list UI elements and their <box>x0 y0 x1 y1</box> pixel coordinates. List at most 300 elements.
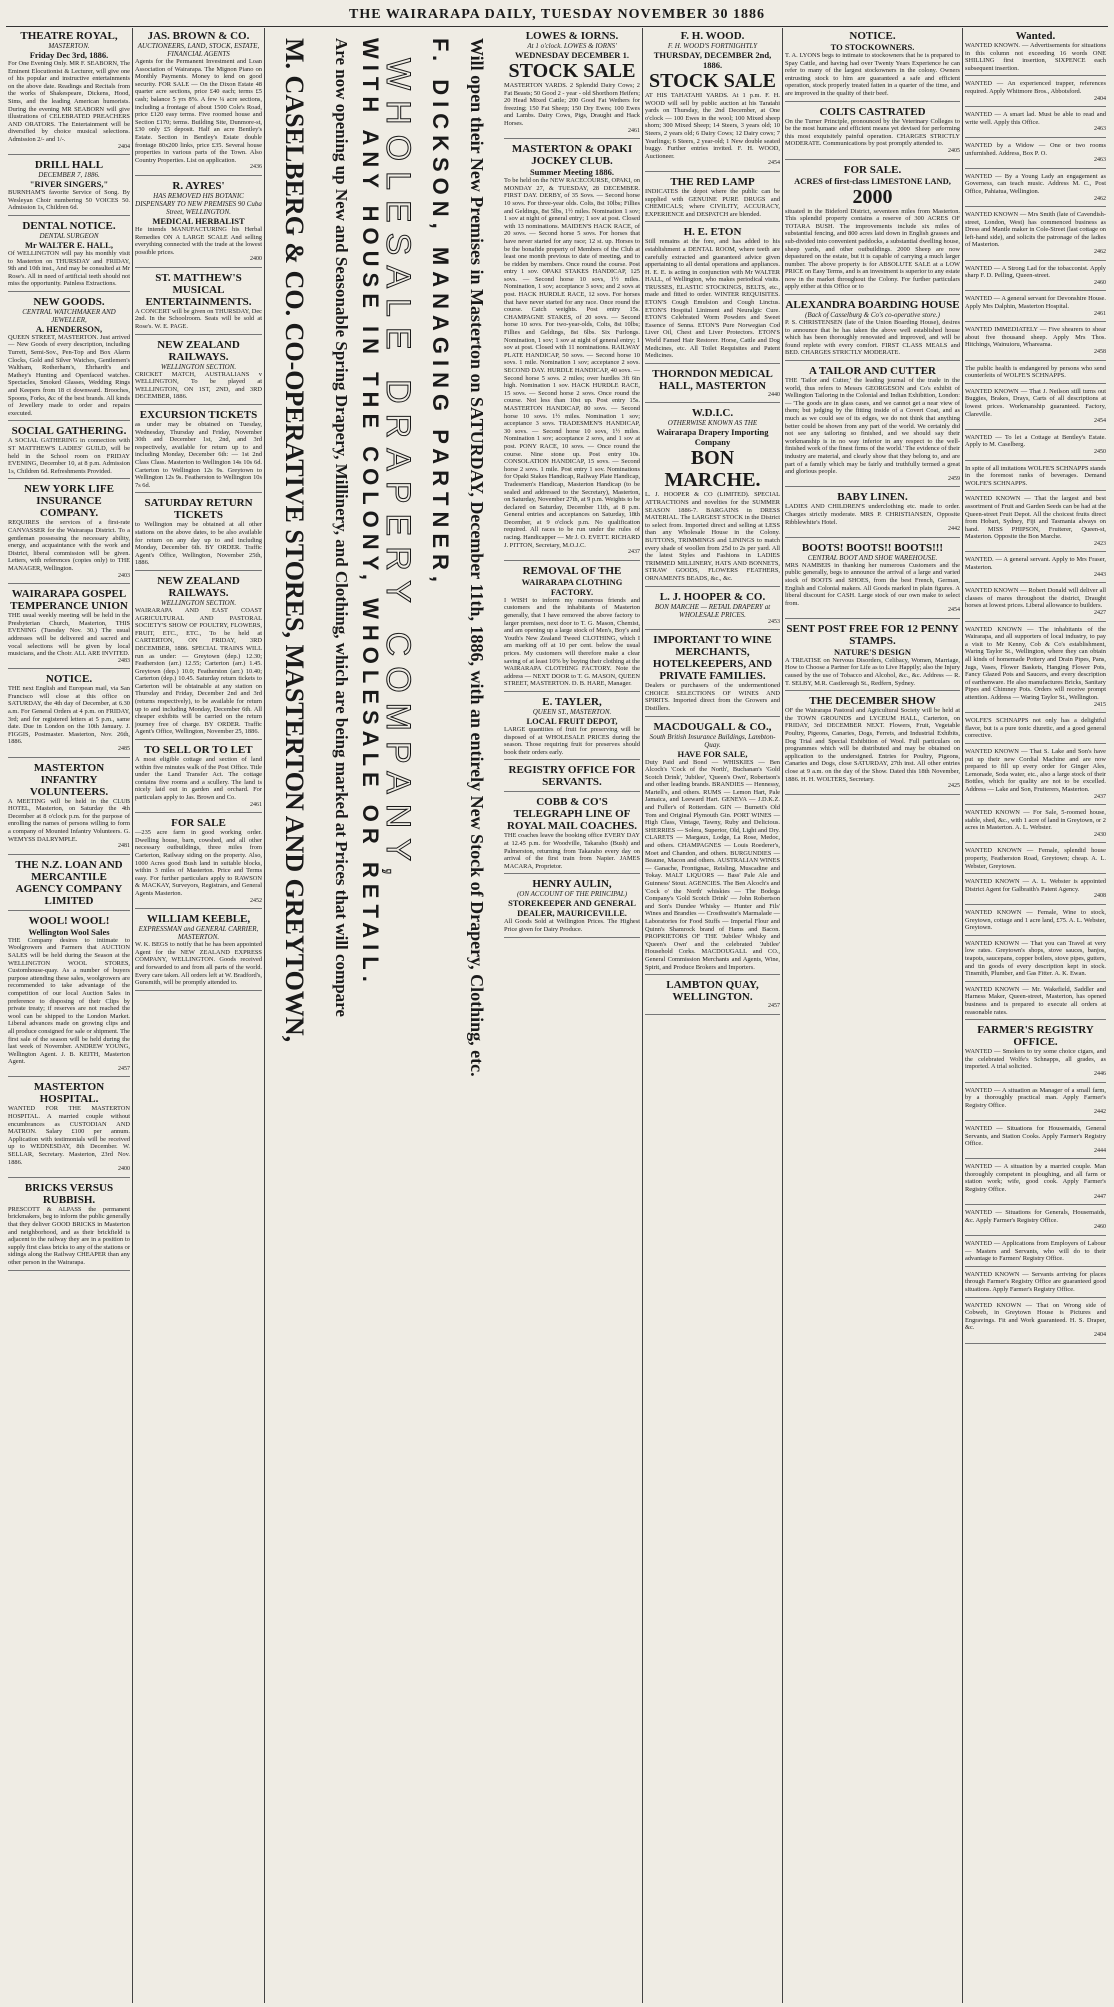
ad-body: WANTED KNOWN — Female, splendid house property, Featherston Road, Greytown; cheap. A. L. Webster, Greytown. <box>965 847 1106 870</box>
ad-h3: WELLINGTON SECTION. <box>160 362 237 371</box>
advertisement <box>8 157 130 216</box>
ad-sig: 2457 <box>768 1003 780 1010</box>
advertisement <box>785 28 960 102</box>
advertisement <box>965 28 1106 76</box>
ad-h1: EXCURSION TICKETS <box>139 409 258 422</box>
ad-body: CRICKET MATCH, AUSTRALIANS v WELLINGTON, To be played at WELLINGTON, ON 1ST, 2ND, and 3RD DECEMBER, 1886. <box>135 370 262 401</box>
ad-h1: NEW GOODS. <box>33 295 105 308</box>
ad-body: A SOCIAL GATHERING in connection with ST MATTHEW'S LADIES' GUILD, will be held in the School room on FRIDAY EVENING, December 10, at 8 p.m. Admission 1s, Children 6d. Refreshments Provided. <box>8 437 130 475</box>
advertisement <box>785 162 960 296</box>
ad-h2: LOCAL FRUIT DEPOT, <box>526 715 618 726</box>
advertisement <box>8 218 130 292</box>
rotated-advertisement <box>264 28 503 2003</box>
ad-body: WANTED KNOWN — That you can Travel at very low rates. Greytown's shops, stove sauces, banjos, teapots, saucepans, copper boilers, stove pipes, gutters, and tin goods of every description kept in stock. Tinsmith, Plumber, and Gas Fitter. A. K. Ewan. <box>965 939 1106 978</box>
masthead-title: THE WAIRARAPA DAILY, TUESDAY NOVEMBER 30 1886 <box>349 7 765 22</box>
ad-h1: BABY LINEN. <box>837 491 908 504</box>
ad-h2: Summer Meeting 1886. <box>529 167 615 178</box>
ad-h1: JAS. BROWN & CO. <box>147 30 250 42</box>
ad-h1: MASTERTON INFANTRY VOLUNTEERS. <box>29 761 109 798</box>
ad-h3: At 1 o'clock. LOWES & IORNS' <box>527 42 617 50</box>
advertisement <box>965 938 1106 982</box>
ad-sig: 2460 <box>1094 279 1106 286</box>
ad-sig: 2462 <box>1094 195 1106 202</box>
advertisement <box>8 760 130 855</box>
ad-body: WANTED — A smart lad. Must be able to read and write well. Apply this Office. <box>965 111 1106 126</box>
ad-h3: QUEEN ST., MASTERTON. <box>532 707 612 716</box>
ad-body: For One Evening Only. MR F. SEABORN, The Eminent Elocutionist & Lecturer, will give one of his popular and instructive entertainments on the above date. Readings and Recitals from the works of Shakespeare, Dickens, Hood, Sims, and the leading American humorists. During the evening MR SEABORN will give illustrations of CELEBRATED PREACHERS AND ORATORS. The Entertainment will be diversified by choice musical selections. Admission 2/- and 1/-. <box>8 60 130 143</box>
ad-h3: AUCTIONEERS, LAND, STOCK, ESTATE, FINANCIAL AGENTS <box>137 42 260 58</box>
ad-body: PRESCOTT & ALPASS the permanent brickmakers, beg to inform the public generally that they deliver GOOD BRICKS in Masterton and neighborhood, and as their brickfield is adjacent to the railway they are in a position to supply first class bricks to any of the stations or sidings along the Railway CHEAPER than any other person in the Wairarapa. <box>8 1205 130 1266</box>
column-5 <box>642 28 782 2003</box>
ad-body: WANTED IMMEDIATELY — Five shearers to shear about five thousand sheep. Apply Mrs Thos. Hitchings, Wainuioru, Whareama. <box>965 326 1106 349</box>
ad-body: OF the Wairarapa Pastoral and Agricultural Society will be held at the TOWN GROUNDS and LYCEUM HALL, Carterton, on FRIDAY, 3rd DECEMBER NEXT. Flowers, Fruit, Vegetable Poultry, Pigeons, Canaries, Dogs, Ferrets, and Industrial Exhibits, Dog Trial and Special Exhibition of Wool. Full particulars on programmes which will be distributed and may be obtained on application to the undersigned. Entries for Poultry, Pigeons, Canaries and Dogs, close SATURDAY, 27th inst. All other entries close at 9 a.m. on the day of the Show. Dated this 18th November, 1886. H. H. WOLTERS, Secretary. <box>785 707 960 783</box>
ad-body: LADIES AND CHILDREN'S underclothing etc. made to order. Charges strictly moderate. MRS P. CHRISTIANSEN, Opposite Ribblewhite's Hotel. <box>785 503 960 526</box>
ad-body: To be held on the NEW RACECOURSE, OPAKI, on MONDAY 27, & TUESDAY, 28 DECEMBER. FIRST DAY. DERBY, of 35 Sovs. — Second horse 10 sovs. For three-year olds. Colts, 8st 10lbs; Fillies and Geldings, 8st 5lbs, 1½ miles. Nomination 1 sov; 1 sov at night of general entry; 1 sov at post. Closed with 13 nominations. MAIDEN'S HACK RACE, of 20 sovs. — Second horse 5 sovs. For horses that have never started for any race; 12 st. up. Horses to be the bonafide property of Members of the Club at least one month previous to date of meeting, and to be ridden by members. Once round the course. Post entry 1 sov. OPAKI STAKES HANDICAP, 125 sovs. — Second horse 10 sovs, 1½ miles. Nomination, 1 sov; acceptance 3 sovs; and 2 sovs at post. HACK HURDLE RACE, 12 sovs. For horses that have never started for any race. Once round the course. Catch weights. Post entry 15s. CHAMPAGNE STAKES, of 20 sovs. — Second horse 10 sovs. For two-year-olds, Colts, 8st 10lbs; Fillies and Geldings, 8st 6lbs. Six Furlongs. Nomination, 1 sov; 1 sov at night of general entry; 1 sov at post. Closed with 11 nominations. RAILWAY PLATE HANDICAP, 50 sovs. — Second horse 10 sovs. 1 mile. Nomination 1 sov; acceptance 2 sovs. SECOND DAY. HURDLE HANDICAP, 40 sovs. — Second horse 5 sovs. 2 miles; over hurdles 3ft 6in high. Nomination 1 sov. HACK HURDLE RACE, 15 sovs. — Second horse 2 sovs. Once round the course. Not less than 10st up. Post entry 15s. MASTERTON HANDICAP, 80 sovs. — Second horse 10 sovs. 1½ miles. Nomination 1 sov; acceptance 3 sovs. TRADESMEN'S HANDICAP, 30 sovs. — Second horse 10 sovs, 1½ miles. Nomination 1 sov; acceptance 2 sovs, and 1 sov at post. PONY RACE, 10 sovs. — Once round the course. Nine stone up. Post entry 10s. CONSOLATION HANDICAP, 15 sovs. — Second horse 2 sovs. 1 mile. Post entry 1 sov. Nominations for Opaki Stakes Handicap, Railway Plate Handicap, Tradesmen's Handicap, Masterton Handicap (to be sealed and addressed to the Secretary), Masterton, on Saturday, November 27th, at 9 p.m. Weights to be declared on Saturday, December 11th, at 8 p.m. General entries and acceptances on Saturday, 18th December, at 9 o'clock p.m. No qualification required. All races to be run under the rules of racing. Handicapper — Mr J. O. EVETT. RICHARD J. PITTON, Secretary, M.O.J.C. <box>504 177 641 549</box>
ad-sig: 2459 <box>948 475 960 482</box>
rotated-line-6: Will open their New Premises in Masterton on SATURDAY, December 11th, 1886, with an entirely New Stock of Drapery, Clothing, etc. <box>467 38 487 1077</box>
column-7 <box>962 28 1108 2003</box>
ad-body: THE coaches leave the booking office EVERY DAY at 12.45 p.m. for Woodville, Takaraho (Bush) and Palmerston, returning from Takaraho every day on arrival of the first train from Napier. JAMES MACARA, Proprietor. <box>504 832 640 870</box>
advertisement <box>965 1300 1106 1344</box>
ad-body: A CONCERT will be given on THURSDAY, Dec 2nd. In the Schoolroom. Seats will be sold at Rose's. W. E. PAGE. <box>135 307 262 331</box>
advertisement <box>645 632 780 716</box>
ad-h1: BOOTS! BOOTS!! BOOTS!!! <box>801 541 944 554</box>
ad-h1: FARMER'S REGISTRY OFFICE. <box>977 1024 1094 1049</box>
ad-body: WANTED KNOWN — Mrs Smith (late of Cavendish-street, London, West) has commenced business as Dress and Mantle maker in Cole-Street (last cottage on left-hand side), and solicits the patronage of the ladies of Masterton. <box>965 211 1106 249</box>
column-6 <box>782 28 962 2003</box>
ad-big: STOCK SALE <box>649 70 776 92</box>
advertisement <box>504 876 640 937</box>
ad-body: A most eligible cottage and section of land within five minutes walk of the Post Office. Title under the Land Transfer Act. The cottage contains five rooms and a scullery. The land is nicely laid out in garden and orchard. For particulars apply to Jas. Brown and Co. <box>135 756 262 801</box>
advertisement <box>8 1180 130 1271</box>
ad-h2: WAIRARAPA CLOTHING FACTORY. <box>521 576 623 597</box>
ad-body: W. K. BEGS to notify that he has been appointed Agent for the NEW ZEALAND EXPRESS COMPANY, WELLINGTON. Goods received and forwarded to and from all parts of the world. Every care taken. All orders left at W. Bradford's, Gunsmith, will be promptly attended to. <box>135 941 262 987</box>
ad-sig: 2452 <box>250 897 262 904</box>
advertisement <box>965 907 1106 936</box>
ad-body: A TREATISE on Nervous Disorders, Celibacy, Women, Marriage, How to Choose a Partner for Life as to Live Happily; also the Injury caused by the use of Tobacco and Alcohol, &c., &c. Address — R. T. SELBY, M.R. Castlereagh St., Redfern, Sydney. <box>785 656 960 687</box>
advertisement <box>135 815 262 909</box>
advertisement <box>645 366 780 404</box>
ad-body: WANTED by a Widow — One or two rooms unfurnished. Address, Box P. O. <box>965 141 1106 157</box>
ad-h1: SENT POST FREE FOR 12 PENNY STAMPS. <box>786 622 959 647</box>
ad-h1: TO SELL OR TO LET <box>144 744 253 757</box>
column-2 <box>132 28 264 2003</box>
ad-sig: 2485 <box>118 746 130 753</box>
ad-sig: 2462 <box>1094 249 1106 256</box>
ad-h1: REMOVAL OF THE <box>522 564 622 577</box>
ad-body: WANTED. — A general servant. Apply to Mrs Fraser, Masterton. <box>965 556 1106 572</box>
ad-sig: 2461 <box>628 127 640 134</box>
ad-body: WANTED KNOWN — Female, Wine to stock, Greytown, cottage and 1 acre land, £75. A. L. Webster, Greytown. <box>965 909 1106 932</box>
advertisement <box>8 294 130 422</box>
advertisement <box>965 984 1106 1020</box>
ad-h3: OTHERWISE KNOWN AS THE <box>667 419 758 428</box>
ad-h3: (ON ACCOUNT OF THE PRINCIPAL) <box>516 890 628 899</box>
ad-body: LARGE quantities of fruit for preserving will be disposed of at WHOLESALE PRICES during the season. Those requiring fruit for preserves should book their orders early. <box>504 725 640 756</box>
ad-h1: NEW ZEALAND RAILWAYS. <box>157 338 240 363</box>
ad-sig: 2446 <box>1094 1070 1106 1077</box>
ad-body: WANTED KNOWN — That the largest and best assortment of Fruit and Garden Seeds can be had at the Queen-street Fruit Depot. All the choicest fruits direct from Hobart, Sydney, Fiji and Tasmania always on hand. MISS PHIPSON, Fruiterer, Queen-st, Masterton. Opposite the Bon Marche. <box>965 495 1106 541</box>
ad-h1: NEW ZEALAND RAILWAYS. <box>157 574 240 599</box>
ad-body: WANTED KNOWN — Robert Donald will deliver all classes of mares throughout the district, Draught horses at lowest prices. Liberal allowance to builders. <box>965 587 1106 610</box>
ad-body: Of WELLINGTON will pay his monthly visit to Masterton on THURSDAY and FRIDAY, 9th and 10th inst., And may be consulted at Mr Rose's. All in need of artificial teeth should not miss the opportunity. Painless Extractions. <box>8 249 130 288</box>
advertisement <box>504 563 640 692</box>
advertisement <box>8 913 130 1078</box>
ad-h1: MASTERTON & OPAKI JOCKEY CLUB. <box>511 143 633 168</box>
advertisement <box>965 78 1106 107</box>
ad-body: Duty Paid and Bond — WHISKIES — Ben Alcoch's 'Cock of the North', Buchanan's 'Gold Scotch Drink', 'Jubilee', 'Queen's Own', Robertson's and other leading brands. BRANDIES — Hennessy, Martell's, and others. RUMS — Lemon Hart, Pale Jamaica, and Leeward Hart. GENEVA — J.D.K.Z. and Fuller's of Rotterdam. GIN — Burnett's Old Tom and Original Plymouth Gin. PORT WINES — High Class, Vintage, Tawny, Ruby and Delicious. SHERRIES — Solera, Superior, Old, Light and Dry. CLARETS — Margaux, Lodge, La Rose, Medoc, and others. CHAMPAGNES — Louis Roederer's, Moet and Chandon, and others. BURGUNDIES — Beaune, Macon and others. AUSTRALIAN WINES — Ganache, Frontignac, Reisling, Muscadine and Tokay. MALT LIQUORS — Bass' Pale Ale and Guinness' Stout. AGENCIES. The Ben Alcoch's and 'Cock o' the North' whiskies — The Bodega Company's 'Gold Scotch Drink' — John Robertson and Son's Dundee Whisky — Hunter and Fils' Wines and Brandies — Crosthwaite's Marmalade — Laboratories for Food Stuffs — Imperial Flour and Quinn's Shamrock brand of Hams and Bacon. PROPRIETORS OF THE 'Jubilee' Whisky and 'Queen's Own' and the celebrated 'Jubilee' Household Corks. MACDOUGALL and CO., General Commission Merchants and Agents, Wine, Spirit, and Produce Brokers and Importers. <box>645 758 780 971</box>
advertisement <box>785 693 960 795</box>
ad-sig: 2458 <box>1094 349 1106 355</box>
advertisement <box>965 493 1106 552</box>
ad-sig: 2423 <box>1094 540 1106 547</box>
ad-h2: TO STOCKOWNERS. <box>830 42 915 52</box>
ad-body: MRS NAMBEIS in thanking her numerous Customers and the public generally, begs to announce the arrival of a large and varied stock of BOOTS and SHOES, from the best French, German, English and Colonial makers. All Goods marked in plain figures. A liberal discount for CASH. Large stock of our own make to select from. <box>785 561 960 607</box>
ad-body: situated in the Bideford District, seventeen miles from Masterton. This splendid property contains a reserve of 300 ACRES OF TOTARA BUSH. The improvements include six miles of substantial fencing, and 800 acres laid down in English grasses and sub-divided into convenient paddocks, a substantial dwelling house, sheep yards, and other outbuildings. 2000 Sheep are now depastured on the estate, but it is capable of carrying a much larger number. The above property is for ABSOLUTE SALE at a LOW PRICE on Easy Terms, and is an investment is superior to any estate now in the market throughout the Colony. For further particulars apply either at this Office or to <box>785 207 960 291</box>
ad-body: as under may be obtained on Tuesday, Wednesday, Thursday and Friday, November 30th and December 1st, 2nd, and 3rd respectively, available for return up to and including Monday, December 6th: — 1st 2nd Class Class. Masterton to Wellington 14s 10s 6d. Carterton to Wellington 12s 9s. Greytown to Wellington 12s 9s. Featherston to Wellington 10s 7s 6d. <box>135 421 262 489</box>
ad-body: All Goods Sold at Wellington Prices. The Highest Price given for Dairy Produce. <box>504 918 640 933</box>
advertisement <box>965 1123 1106 1159</box>
advertisement <box>504 141 640 561</box>
ad-sig: 2437 <box>628 549 640 556</box>
advertisement <box>135 270 262 335</box>
ad-h1: DRILL HALL <box>34 159 104 172</box>
ad-body: WANTED — A situation by a married couple. Man thoroughly competent in ploughing, and all farm or station work; wife, good cook. Apply Farmer's Registry Office. <box>965 1163 1106 1194</box>
rotated-line-2: Are now opening up New and Seasonable Spring Drapery, Millinery, and Clothing, which are being marked at Prices that will compare <box>332 38 351 1017</box>
ad-body: WANTED KNOWN — For Sale, 5-roomed house, stable, shed, &c., with 1 acre of land in Greytown, or 2 acres in Masterton. A. L. Webster. <box>965 809 1106 832</box>
ad-body: In spite of all imitations WOLFE'S SCHNAPPS stands in the foremost ranks of beverages. Demand WOLFE'S SCHNAPPS. <box>965 464 1106 487</box>
ad-sig: 2404 <box>1094 95 1106 102</box>
advertisement <box>965 554 1106 583</box>
ad-sig: 2461 <box>1094 310 1106 317</box>
columns <box>6 28 1108 2003</box>
ad-h2: STOREKEEPER AND GENERAL DEALER, MAURICEVILLE. <box>508 898 636 919</box>
advertisement <box>8 586 130 669</box>
advertisement <box>135 337 262 405</box>
ad-body: —235 acre farm in good working order. Dwelling house, barn, cowshed, and all other necessary outbuildings, three miles from Carterton, Railway siding on the property. Also, 1000 Acres good Bush land in suitable blocks, within 3 miles of Masterton. Price and Terms easy. For further particulars apply to RAWSON & MACKAY, Surveyors, Registrars, and General Agents Masterton. <box>135 829 262 897</box>
advertisement <box>965 1161 1106 1205</box>
ad-body: He intends MANUFACTURING his Herbal Remedies ON A LARGE SCALE And selling everything connected with the trade at the lowest possible prices. <box>135 225 262 256</box>
ad-body: WANTED — Situations for Generals, Housemaids, &c. Apply Farmer's Registry Office. <box>965 1209 1106 1224</box>
ad-h1: REGISTRY OFFICE FOR SERVANTS. <box>508 764 636 789</box>
ad-h2: ACRES of first-class LIMESTONE LAND, <box>794 175 951 186</box>
advertisement <box>965 585 1106 621</box>
ad-h3: MASTERTON. <box>48 42 90 50</box>
ad-sig: 2436 <box>250 164 262 171</box>
ad-h1: F. H. WOOD. <box>680 30 745 42</box>
ad-body: WANTED KNOWN. — Advertisements for situations in this column not exceeding 16 words ONE SHILLING first insertion, SIXPENCE each subsequent insertion. <box>965 42 1106 72</box>
ad-body: WANTED FOR THE MASTERTON HOSPITAL. A married couple without encumbrances as CUSTODIAN AND MATRON. Salary £100 per annum. Application with testimonials will be received up to WEDNESDAY, 8th December. W. SELLAR, Secretary. Masterton, 23rd Nov. 1886. <box>8 1105 130 1166</box>
advertisement <box>965 746 1106 805</box>
advertisement <box>965 876 1106 905</box>
ad-h2: A. HENDERSON, <box>35 323 103 334</box>
advertisement <box>645 405 780 586</box>
advertisement <box>504 694 640 760</box>
ad-h1: NEW YORK LIFE INSURANCE COMPANY. <box>24 483 114 520</box>
advertisement <box>965 1207 1106 1236</box>
ad-body: AT HIS TAHATAHI YARDS. At 1 p.m. F. H. WOOD will sell by public auction at his Taratahi yards on Thursday, the 2nd December, at One o'clock — 100 Ewes in the wool; 100 Mixed sheep shorn; 300 Mixed Sheep; 14 Steers, 3 years old; 10 Steers, 2 years old; 6 Dairy Cows; 12 Dairy cows; 7 Yearlings; 6 Steers, 2 year-old; 1 New double seated buggy. Further entries invited. F. H. WOOD, Auctioneer. <box>645 92 780 160</box>
advertisement <box>965 845 1106 874</box>
ad-sig: 2427 <box>1094 610 1106 617</box>
ad-h1: W.D.I.C. <box>691 407 734 420</box>
ad-h3: F. H. WOOD'S FORTNIGHTLY <box>667 42 758 50</box>
advertisement <box>645 28 780 172</box>
ad-sig: 2483 <box>118 657 130 664</box>
advertisement <box>965 463 1106 492</box>
ad-h1: ST. MATTHEW'S MUSICAL ENTERTAINMENTS. <box>145 271 252 308</box>
advertisement <box>785 621 960 691</box>
ad-sig: 2454 <box>768 160 780 167</box>
ad-sig: 2481 <box>118 843 130 850</box>
ad-sig: 2443 <box>1094 571 1106 578</box>
ad-h2: HAVE FOR SALE, <box>677 748 748 759</box>
ad-h1: SATURDAY RETURN TICKETS <box>144 497 253 522</box>
ad-body: QUEEN STREET, MASTERTON. Just arrived — New Goods of every description, including Turrett, Semi-Sov., Pen-Top and Box Alarm Clocks, Gold and Silver Watches, Gentlemen's Waltham, Rotherham's, Ehrhardt's and Mathey's Hunting and Openfaced watches. Spectacles, Smoked Glasses, Wedding Rings and Keepers from 18 ct downward. Brooches, Spoons, Forks, &c of the best brands. All kinds of Jewellery made to order and repairs executed. <box>8 333 130 417</box>
advertisement <box>645 224 780 364</box>
ad-h3: (Back of Casselburg & Co's co-operative store.) <box>805 311 940 320</box>
advertisement <box>645 589 780 631</box>
ad-sig: 2444 <box>1094 1147 1106 1154</box>
advertisement <box>965 209 1106 261</box>
advertisement <box>965 363 1106 384</box>
ad-big: BON MARCHE. <box>664 447 761 492</box>
rotated-line-5: F. DICKSON, MANAGING PARTNER, <box>428 38 453 589</box>
ad-h2: Wellington Wool Sales <box>28 926 110 937</box>
ad-h2: Mr WALTER E. HALL, <box>25 239 113 250</box>
ad-h2: Friday Dec 3rd, 1886. <box>29 50 109 60</box>
ad-h3: DECEMBER 7, 1886. <box>38 171 100 180</box>
ad-body: WANTED — A general servant for Devonshire House. Apply Mrs Dalphin, Masterton Hospital. <box>965 295 1106 311</box>
advertisement <box>8 423 130 479</box>
ad-body: to Wellington may be obtained at all other stations on the above dates, to be also available for return on any day up to and including Monday, December 6th. BY ORDER. Traffic Agent's Office, Wellington, November 25th, 1886. <box>135 521 262 567</box>
ad-body: The public health is endangered by persons who send counterfeits of WOLFE'S SCHNAPPS. <box>965 364 1106 380</box>
advertisement <box>135 495 262 571</box>
ad-h3: South British Insurance Buildings, Lambton-Quay. <box>649 732 776 749</box>
ad-body: WANTED KNOWN — Servants arriving for places through Farmer's Registry Office are guaranteed good situations. Apply Farmer's Registry Office. <box>965 1270 1106 1293</box>
ad-h1: DENTAL NOTICE. <box>22 219 116 232</box>
ad-body: WANTED — A Strong Lad for the tobacconist. Apply sharp F. D. Pelling, Queen-street. <box>965 264 1106 280</box>
ad-h1: FOR SALE. <box>843 163 902 176</box>
ad-h1: THE RED LAMP <box>670 175 755 188</box>
ad-h1: IMPORTANT TO WINE MERCHANTS, HOTELKEEPERS, AND PRIVATE FAMILIES. <box>652 634 773 683</box>
ad-body: A MEETING will be held in the CLUB HOTEL, Masterton, on Saturday the 4th December at 8 o'clock p.m. for the purpose of enrolling the names of persons willing to form a company of Mounted Infantry Volunteers. G. WEMYSS DALRYMPLE. <box>8 797 130 843</box>
ad-body: WANTED KNOWN — The inhabitants of the Wairarapa, and all supporters of local industry, to pay a visit to Mr Kenny, Cob & Co's establishment, Waring Taylor St., Wellington, where they can obtain all kinds of homemade Pottery and Drain Pipes, Pans, Jugs, Vases, Flower Baskets, Hanging Flower Pots, Fancy Glazed Pots and Saucers, and every description of earthenware. He also manufactures Bricks, Sanitary Pipes and Chimney Pots. Orders will receive prompt attention. Address — Waring Taylor St., Wellington. <box>965 625 1106 701</box>
ad-h2: NATURE'S DESIGN <box>833 646 912 657</box>
ad-h1: THEATRE ROYAL, <box>20 30 118 42</box>
ad-sig: 2442 <box>948 526 960 533</box>
ad-h1: THE DECEMBER SHOW <box>809 695 936 708</box>
rotated-line-4: WHOLESALE DRAPERY COMPANY, <box>379 58 417 887</box>
ad-h1: THORNDON MEDICAL HALL, MASTERTON <box>652 367 773 392</box>
ad-body: WANTED KNOWN — A. L. Webster is appointed District Agent for Galbraith's Patent Agency. <box>965 878 1106 893</box>
ad-h1: WAIRARAPA GOSPEL TEMPERANCE UNION <box>10 588 128 613</box>
advertisement <box>785 297 960 361</box>
advertisement <box>8 481 130 584</box>
ad-body: WANTED — Smokers to try some choice cigars, and the celebrated Wolfe's Schnapps, all grades, as imported. A trial solicited. <box>965 1048 1106 1071</box>
ad-sig: 2437 <box>1094 793 1106 800</box>
ad-body: Dealers or purchasers of the undermentioned CHOICE SELECTIONS OF WINES AND SPIRITS. Imported direct from the Growers and Distillers. <box>645 682 780 712</box>
ad-sig: 2447 <box>1094 1193 1106 1200</box>
ad-h3: EXPRESSMAN and GENERAL CARRIER, MASTERTON. <box>138 925 259 942</box>
advertisement <box>785 489 960 537</box>
ad-body: P. S. CHRISTENSEN (late of the Union Boarding House), desires to announce that he has taken the above well established house which has been thoroughly renovated and improved, and will be found replete with every comfort. FIRST CLASS MEALS and BED. CHARGES STRICTLY MODERATE. <box>785 319 960 357</box>
ad-sig: 2404 <box>118 143 130 150</box>
ad-sig: 2415 <box>1094 701 1106 708</box>
ad-big: STOCK SALE <box>508 60 636 82</box>
ad-h3: WELLINGTON SECTION. <box>160 598 237 607</box>
ad-body: WOLFE'S SCHNAPPS not only has a delightful flavor, but is a pure tonic diuretic, and a good general corrective. <box>965 717 1106 740</box>
ad-body: I WISH to inform my numerous friends and customers and the inhabitants of Masterton generally, that I have removed the above factory to larger premises, next door to T. G. Mason, Chemist, and am opening up a large stock of Men's, Boy's and Youth's New Zealand Tweed CLOTHING, which I am marking off at 10 per cent. below the usual prices. My customers will therefore make a clear saving of at least 10% by buying their clothing at the WAIRARAPA CLOTHING FACTORY. Note the address — NEXT DOOR to T. G. MASON, QUEEN STREET, MASTERTON. D. B. HARE, Manager. <box>504 596 640 688</box>
advertisement <box>504 794 640 874</box>
ad-body: WANTED — Applications from Employers of Labour — Masters and Servants, who will do to their advantage to Farmers' Registry Office. <box>965 1240 1106 1263</box>
ad-sig: 2461 <box>250 801 262 808</box>
ad-body: T. A. LYONS begs to intimate to stockowners that he is prepared to Spay Cattle, and having had over Twenty Years Experience he can refer to many of the largest stockowners in the colony. Owners entrusting stock to him are guaranteed a safe and efficient operation, stock properly treated fatten in a quarter of the time, and are improved in the quality of their beef. <box>785 52 960 97</box>
ad-body: THE next English and European mail, via San Francisco will close at this office on SATURDAY, the 4th day of December, at 6.30 a.m. For General Orders at 4 p.m. on FRIDAY, 3rd; and for registered letters at 5 p.m., same date. Due in London on the 10th January. J. FIGGIS, Postmaster. Masterton, Nov. 26th, 1886. <box>8 685 130 746</box>
ad-body: REQUIRES the services of a first-rate CANVASSER for the Wairarapa District. To a gentleman possessing the necessary ability, energy, and acquaintance with the work and District, liberal commission will be given. Letters, with references (copies only) to THE MANAGER, Wellington. <box>8 519 130 572</box>
advertisement <box>965 109 1106 138</box>
ad-sig: 2404 <box>1094 1331 1106 1338</box>
advertisement <box>965 386 1106 430</box>
ad-sig: 2405 <box>948 147 960 154</box>
advertisement <box>8 28 130 155</box>
ad-sig: 2440 <box>768 391 780 398</box>
ad-h1: HENRY AULIN, <box>532 878 612 891</box>
ad-h2: Wairarapa Drapery Importing Company <box>656 427 769 448</box>
advertisement <box>135 742 262 813</box>
advertisement <box>8 857 130 911</box>
ad-sig: 2425 <box>948 783 960 790</box>
ad-h3: CENTRAL BOOT AND SHOE WAREHOUSE. <box>807 553 938 562</box>
ad-h1: WILLIAM KEEBLE, <box>146 913 251 926</box>
ad-h2: MEDICAL HERBALIST <box>152 215 245 226</box>
advertisement <box>965 293 1106 322</box>
advertisement <box>965 324 1106 360</box>
ad-sig: 2453 <box>768 618 780 625</box>
advertisement <box>135 573 262 740</box>
advertisement <box>965 624 1106 714</box>
ad-h2: WEDNESDAY DECEMBER 1. <box>515 50 629 60</box>
ad-h1: E. TAYLER, <box>542 695 602 708</box>
advertisement <box>135 407 262 493</box>
advertisement <box>785 104 960 160</box>
ad-h3: CENTRAL WATCHMAKER AND JEWELLER, <box>22 307 116 324</box>
ad-body: WANTED KNOWN — That S. Lake and Son's have put up their new Cordial Machine and are now prepared to fill up every order for Ginger Ales, Lemonade, Soda water, etc., also a large stock of their Bottles, which for quality are not to be excelled. Address — Lake and Son, Fruiterers, Masterton. <box>965 747 1106 793</box>
advertisement <box>645 174 780 222</box>
ad-sig: 2442 <box>1094 1109 1106 1116</box>
advertisement <box>965 1238 1106 1267</box>
advertisement <box>785 363 960 487</box>
ad-body: Agents for the Permanent Investment and Loan Association of Wairarapa. The Mignon Piano on Monthly Payments. Money to lend on good security. FOR SALE — On the Dixon Estate 48 quarter acre sections, price £40 each; terms £5 cash; balance 5 yrs 8%. A few ¼ acre sections, including a frontage of about 1500 Cole's Road, price £120 easy terms. Five roomed house and Section £170; terms. Building Site, Dunmore-st, £30 only £5 deposit. Half an acre Bentley's Estate. Section in Bentley's Estate double frontage 80x200 links, price £35. Several house properties in various parts of the Town. Also Country Properties. List on application. <box>135 58 262 164</box>
advertisement <box>965 1269 1106 1298</box>
ad-sig: 2457 <box>118 1065 130 1072</box>
advertisement <box>785 540 960 619</box>
ad-sig: 2400 <box>250 256 262 263</box>
advertisement <box>965 140 1106 169</box>
ad-h1: FOR SALE <box>171 817 226 830</box>
ad-body: INDICATES the depot where the public can be supplied with GENUINE PURE DRUGS and CHEMICALS; where CIVILITY, ACCURACY, EXPERIENCE and DESPATCH are blended. <box>645 187 780 218</box>
ad-body: WANTED KNOWN — That on Wrong side of Cobweb, in Greytown House is Pictures and Engravings. Fit and Work guaranteed. H. S. Draper, &c. <box>965 1301 1106 1332</box>
advertisement <box>965 715 1106 744</box>
ad-h1: Wanted. <box>1015 30 1056 42</box>
ad-h1: NOTICE. <box>45 673 93 686</box>
ad-h1: A TAILOR AND CUTTER <box>808 365 937 378</box>
advertisement <box>504 762 640 792</box>
ad-h1: WOOL! WOOL! <box>28 914 110 927</box>
ad-sig: 2403 <box>118 572 130 579</box>
ad-sig: 2460 <box>1094 1224 1106 1231</box>
ad-body: THE usual weekly meeting will be held in the Presbyterian Church, Masterton, THIS EVENING (Tuesday Nov. 30.) The usual addresses will be delivered and sacred and vocal selections will be given by local musicians, and the Choir. ALL ARE INVITED. <box>8 612 130 658</box>
ad-h1: BRICKS VERSUS RUBBISH. <box>24 1181 114 1206</box>
ad-h2: "RIVER SINGERS," <box>29 179 109 190</box>
ad-h1: MACDOUGALL & CO., <box>653 720 772 733</box>
ad-h1: MASTERTON HOSPITAL. <box>33 1081 105 1106</box>
ad-h1: LOWES & IORNS. <box>525 30 619 42</box>
ad-h3: HAS REMOVED HIS BOTANIC DISPENSARY TO NEW PREMISES 90 Cuba Street, WELLINGTON. <box>135 191 262 216</box>
ad-sig: 2408 <box>1094 893 1106 900</box>
advertisement <box>135 28 262 176</box>
advertisement <box>645 719 780 976</box>
ad-body: WANTED — Situations for Housemaids, General Servants, and Station Cooks. Apply Farmer's Registry Office. <box>965 1124 1106 1148</box>
ad-body: WANTED — To let a Cottage at Bentley's Estate. Apply to M. Caselberg. <box>965 433 1106 449</box>
ad-h1: COLTS CASTRATED <box>819 105 926 118</box>
ad-body: MASTERTON YARDS. 2 Splendid Dairy Cows; 2 Fat Beasts; 50 Good 2 - year - old Shorthorn Heifers; 20 Head Mixed Cattle; 200 Good Fat Wethers for freezing; 150 Fat Sheep; 150 Dry Ewes; 100 Ewes and Lambs. Dairy Cows, Pigs, Draught and Hack Horses. <box>504 82 640 127</box>
ad-h3: DENTAL SURGEON <box>39 231 99 240</box>
ad-body: WANTED — An experienced trapper, references required. Apply Whitmore Bros., Abbotsford. <box>965 80 1106 95</box>
advertisement <box>135 178 262 268</box>
ad-sig: 2454 <box>1094 418 1106 425</box>
ad-body: WANTED — A situation as Manager of a small farm, by a thoroughly practical man. Apply Farmer's Registry Office. <box>965 1086 1106 1109</box>
column-1 <box>6 28 132 2003</box>
advertisement <box>965 432 1106 461</box>
masthead <box>6 4 1108 27</box>
ad-h1: COBB & CO'S TELEGRAPH LINE OF ROYAL MAIL COACHES. <box>506 796 638 833</box>
ad-h1: R. AYRES' <box>172 179 225 192</box>
advertisement <box>965 171 1106 207</box>
ad-h1: ALEXANDRA BOARDING HOUSE <box>785 299 960 312</box>
ad-body: WAIRARAPA AND EAST COAST AGRICULTURAL AND PASTORAL SOCIETY'S SHOW OF POULTRY, FLOWERS, FRUIT, ETC., ETC., To be held at CARTERTON, ON FRIDAY, 3RD DECEMBER, 1886. SPECIAL TRAINS WILL run as under: — Greytown (dep.) 12.30; Featherston (arr.) 12.55; Carterton (arr.) 1.45. Greytown (dep.) 10.0; Featherston (arr.) 10.40; Carterton (dep.) 10.45. Saturday return tickets to Carterton will be obtainable at any station on Thursday and Friday, December 2nd and 3rd (returns respectively), to be available for return up to and including Monday, December 6th. All cheaper exhibits will be carried on the return journey free of charge. BY ORDER. Traffic Agent's Office, Wellington, November 25, 1886. <box>135 606 262 736</box>
column-4 <box>502 28 642 2003</box>
advertisement <box>965 807 1106 843</box>
ad-sig: 2430 <box>1094 831 1106 838</box>
ad-h1: L. J. HOOPER & CO. <box>659 590 766 603</box>
ad-h1: H. E. ETON <box>683 226 742 239</box>
ad-sig: 2450 <box>1094 448 1106 455</box>
rotated-line-1: M. CASELBERG & CO. CO-OPERATIVE STORES, MASTERTON AND GREYTOWN, <box>280 38 309 1043</box>
advertisement <box>965 263 1106 292</box>
ad-sig: 2400 <box>118 1166 130 1173</box>
ad-h3: BON MARCHE — RETAIL DRAPERY at WHOLESALE PRICES. <box>654 602 771 619</box>
advertisement <box>965 1085 1106 1121</box>
ad-h1: LAMBTON QUAY, WELLINGTON. <box>666 979 759 1004</box>
ad-body: WANTED KNOWN — Mr. Wakefield, Saddler and Harness Maker, Queen-street, Masterton, has opened business and is prepared to execute all orders at reasonable rates. <box>965 985 1106 1016</box>
ad-body: THE 'Tailor and Cutter,' the leading journal of the trade in the world, thus refers to Messrs GEORGESON and Co's exhibit of Wellington Tailoring in the Colonial and Indian Exhibition, London: — 'The goods are in glass cases, and we cannot get a near view of them; but judging by the fitting inside of a Covert Coat, and as much as we could see of its edges, we do not think that anything better could be shown from any part of the world. We certainly did not see any tailoring so finished, and we should say their workmanship is in no way inferior in any respect to the well-finished work of the finest firms of the world.' The evidence of their industry are material, and clearly show that they belong to, and are part of a family which may be fairly and truthfully termed a great and glorious people. <box>785 377 960 476</box>
ad-body: On the Turner Principle, pronounced by the Veterinary Colleges to be the most humane and efficient means yet devised for performing this most exquisitely painful operation. CHARGES STRICTLY MODERATE. Communications by post promptly attended to. <box>785 117 960 148</box>
ad-big: 2000 <box>852 185 893 208</box>
advertisement <box>8 1079 130 1177</box>
ad-h1: SOCIAL GATHERING. <box>11 425 127 438</box>
ad-body: WANTED KNOWN — That J. Neilson still turns out Buggies, Brakes, Drays, Carts of all descriptions at lowest prices. Workmanship guaranteed. Factory, Clareville. <box>965 387 1106 418</box>
ad-h1: NOTICE. <box>849 30 896 42</box>
rotated-line-3: WITH ANY HOUSE IN THE COLONY, WHOLESALE OR RETAIL. <box>358 38 383 988</box>
ad-body: L. J. HOOPER & CO (LIMITED). SPECIAL ATTRACTIONS and novelties for the SUMMER SEASON 1886-7. BARGAINS in DRESS MATERIAL. The LARGEST STOCK in the District to select from. Imported direct and selling at LESS than any Wholesale House in the Colony. BUTTONS, TRIMMINGS and LININGS to match every shade of woollen from 25d to 2s per yard. All the latest Styles and Fashions in LADIES TRIMMED MILLINERY, HATS AND BONNETS, STRAW GOODS, FLOWERS FEATHERS, ORNAMENTS BEADS, &c., &c. <box>645 491 780 582</box>
ad-sig: 2463 <box>1094 126 1106 133</box>
ad-sig: 2463 <box>1094 157 1106 164</box>
ad-h1: THE N.Z. LOAN AND MERCANTILE AGENCY COMPANY LIMITED <box>15 858 123 907</box>
ad-body: THE Company desires to intimate to Woolgrowers and Farmers that AUCTION SALES will be held during the Season at the WELLINGTON WOOL STORES, Customhouse-quay. As a number of buyers purpose attending these sales, woolgrowers are recommended to take advantage of the competition of our local Auction Sales in preference to disposing of their Clips by private treaty; if reserves are not reached the wool can be shipped to the London Market. Liberal advances made on growing clips and all produce consigned for sale or shipment. The first sale of the season will be held during the last week of November. ANDREW YOUNG, Wellington Agent. J. B. KEITH, Masterton Agent. <box>8 936 130 1066</box>
advertisement <box>135 911 262 991</box>
ad-body: BURNHAM'S favorite Service of Song. By Wesleyan Choir numbering 50 VOICES 50. Admission 1s, Children 6d. <box>8 189 130 212</box>
advertisement <box>645 977 780 1015</box>
